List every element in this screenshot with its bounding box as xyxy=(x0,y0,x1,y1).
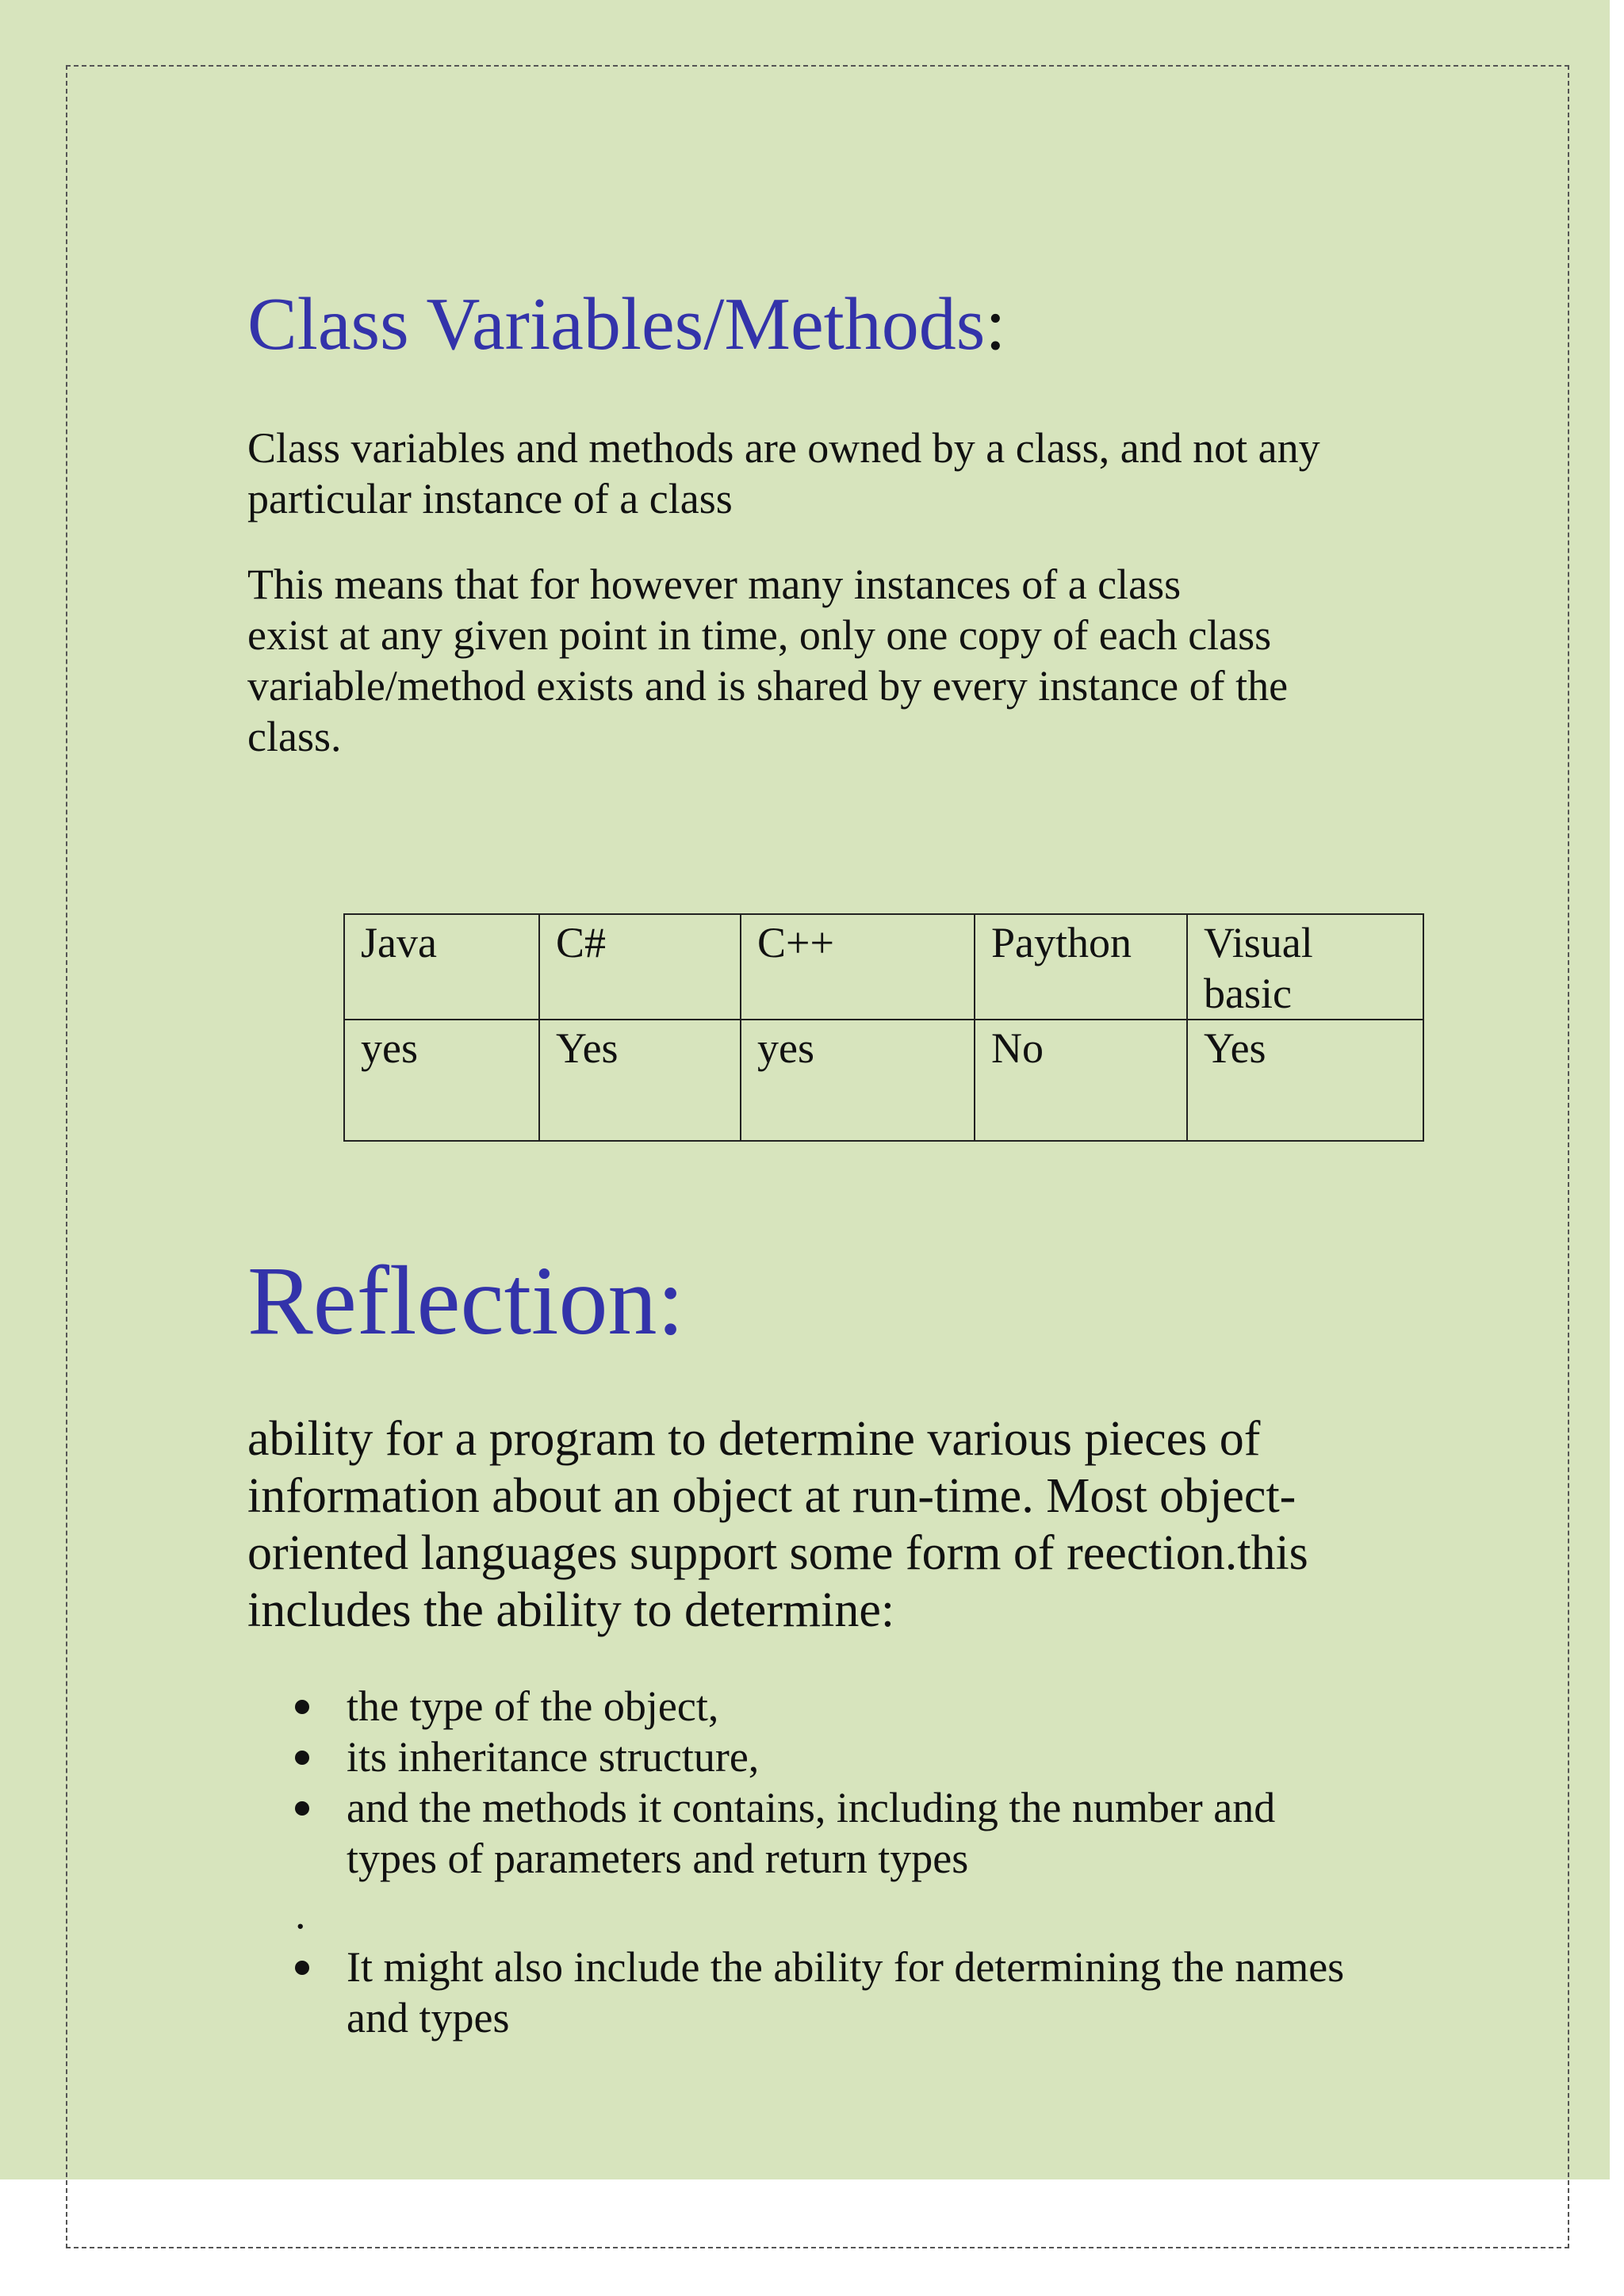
text-line: ability for a program to determine various pieces of xyxy=(247,1412,1261,1466)
list-item xyxy=(247,1782,1344,1884)
text-line: exist at any given point in time, only one copy of each class xyxy=(247,611,1272,659)
list-item-text: and types xyxy=(347,1994,510,2042)
list-item-text: It might also include the ability for determining the names xyxy=(347,1943,1345,1991)
heading-colon: : xyxy=(985,283,1006,365)
bullet-dot-icon xyxy=(295,1801,309,1816)
text-line: Class variables and methods are owned by a class, and not any xyxy=(247,424,1320,472)
heading-class-variables-methods xyxy=(247,281,1006,367)
paragraph-class-ownership xyxy=(247,423,1320,524)
table-header-row xyxy=(344,914,1423,1020)
text-line: class. xyxy=(247,713,342,760)
value-cell-visual-basic: Yes xyxy=(1187,1020,1423,1141)
cell-line: Visual xyxy=(1204,919,1313,966)
heading-reflection: Reflection: xyxy=(247,1246,684,1355)
header-cell-csharp: C# xyxy=(539,914,741,1020)
text-line: oriented languages support some form of reection.this xyxy=(247,1526,1308,1580)
value-cell-python: No xyxy=(975,1020,1187,1141)
table-value-row xyxy=(344,1020,1423,1141)
text-line: includes the ability to determine: xyxy=(247,1583,895,1637)
header-cell-visual-basic xyxy=(1187,914,1423,1020)
header-cell-python: Paython xyxy=(975,914,1187,1020)
list-item xyxy=(247,1732,1344,1782)
bullet-dot-icon xyxy=(295,1751,309,1765)
list-item-text: and the methods it contains, including the number and xyxy=(347,1784,1276,1831)
value-cell-cpp: yes xyxy=(741,1020,975,1141)
list-item-text: its inheritance structure, xyxy=(347,1733,760,1781)
language-support-table xyxy=(343,913,1424,1142)
text-line: This means that for however many instances of a class xyxy=(247,561,1182,608)
text-line: variable/method exists and is shared by every instance of the xyxy=(247,662,1289,710)
text-line: information about an object at run-time. Most object- xyxy=(247,1469,1297,1523)
heading-text: Class Variables/Methods xyxy=(247,283,986,365)
header-cell-cpp: C++ xyxy=(741,914,975,1020)
cell-line: basic xyxy=(1204,970,1292,1017)
list-item-text: types of parameters and return types xyxy=(347,1835,969,1882)
list-item xyxy=(247,1884,1344,2043)
paragraph-shared-copy xyxy=(247,559,1288,762)
value-cell-csharp: Yes xyxy=(539,1020,741,1141)
text-line: particular instance of a class xyxy=(247,475,733,522)
value-cell-java: yes xyxy=(344,1020,539,1141)
paragraph-reflection xyxy=(247,1410,1308,1639)
reflection-bullet-list xyxy=(247,1681,1344,2043)
list-item xyxy=(247,1681,1344,1732)
separator-period: . xyxy=(295,1890,306,1938)
header-cell-java: Java xyxy=(344,914,539,1020)
bullet-dot-icon xyxy=(295,1700,309,1714)
bullet-dot-icon xyxy=(295,1961,309,1975)
list-item-text: the type of the object, xyxy=(347,1682,719,1730)
